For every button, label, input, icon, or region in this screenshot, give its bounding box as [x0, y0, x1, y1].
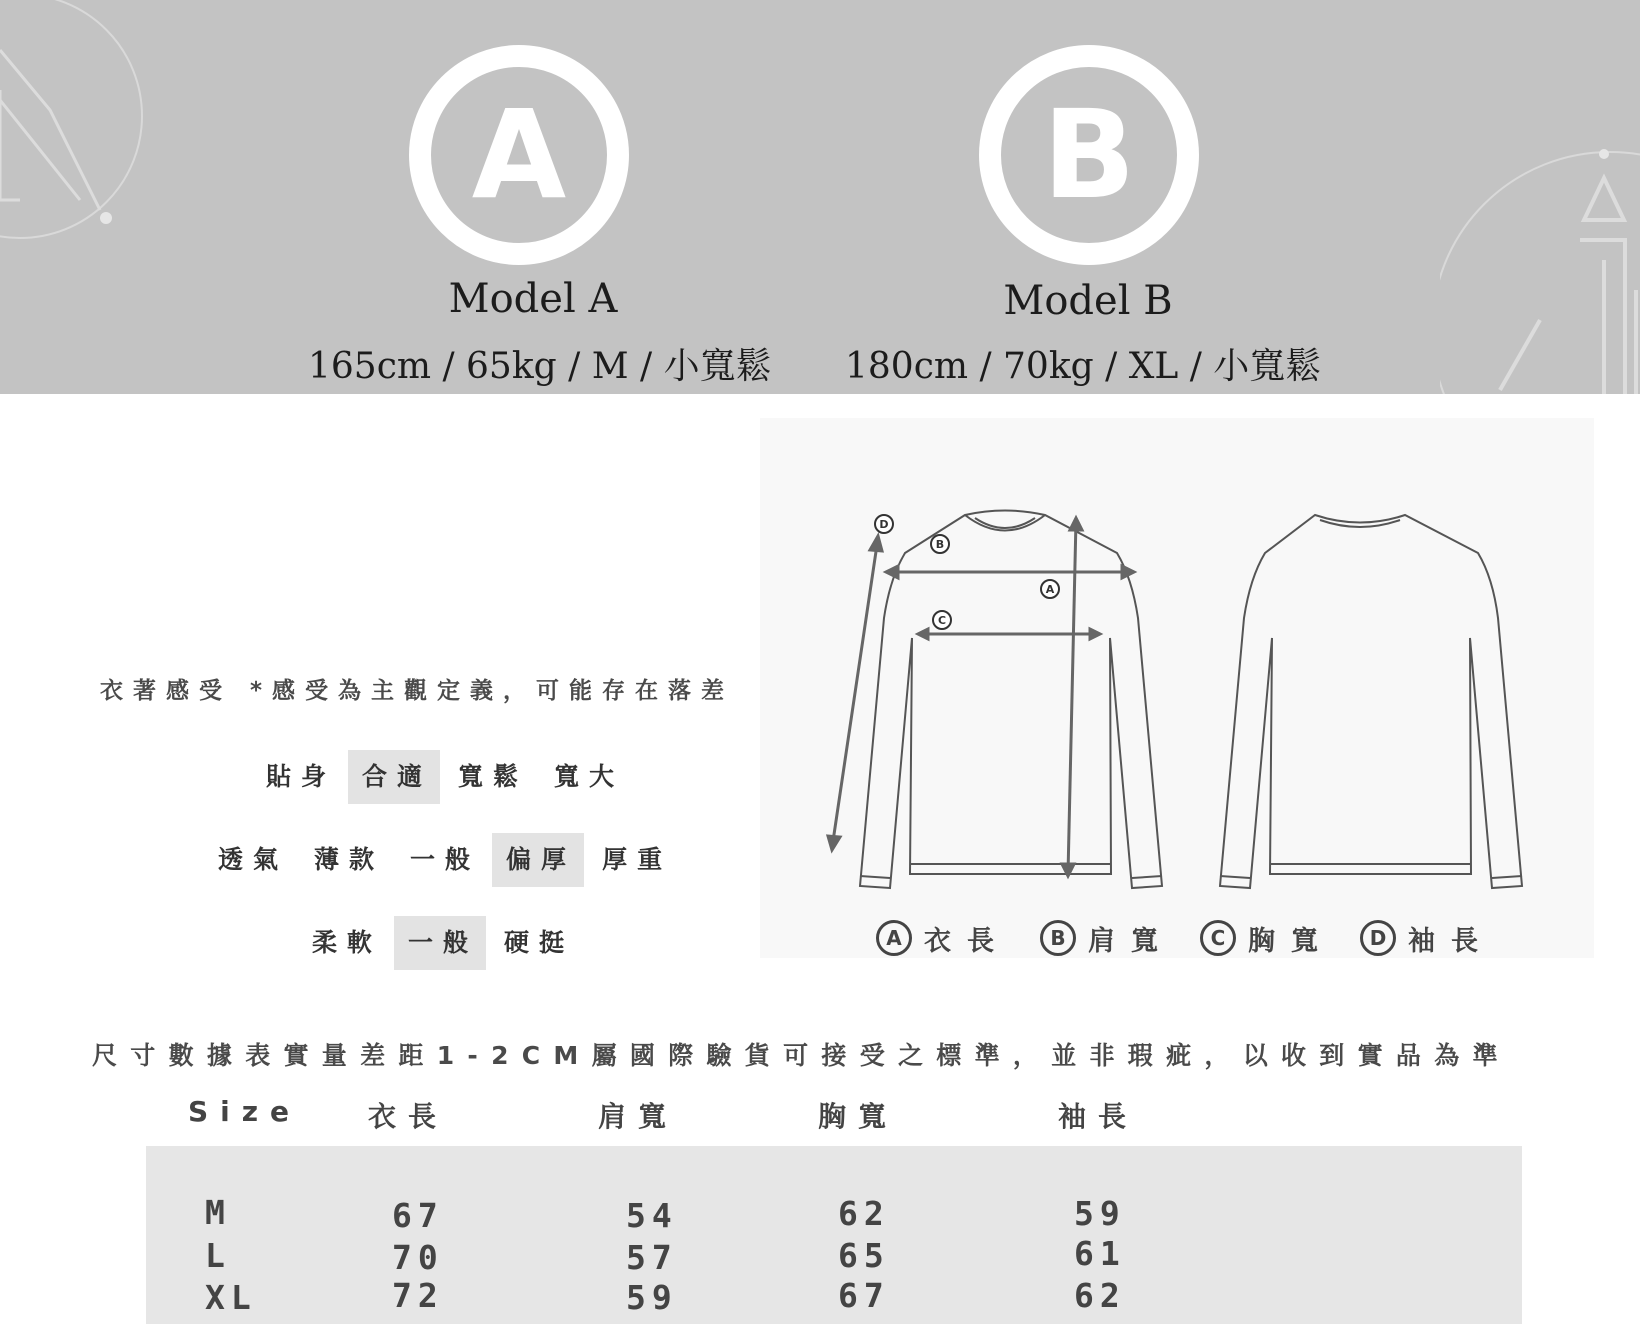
- feel-option: 寬大: [554, 762, 625, 791]
- table-cell: L: [205, 1236, 231, 1275]
- legend-badge-b: B: [1040, 920, 1076, 956]
- feel-option: 一般: [410, 845, 481, 874]
- legend-label-d: 袖長: [1408, 925, 1494, 957]
- table-cell: 70: [392, 1238, 444, 1277]
- size-table-body: [146, 1146, 1522, 1324]
- model-a-spec: 165cm / 65kg / M / 小寬鬆: [308, 346, 772, 387]
- table-cell: 62: [1074, 1276, 1126, 1315]
- feel-option: 透氣: [218, 845, 289, 874]
- table-cell: 72: [392, 1276, 444, 1315]
- table-header-length: 衣長: [368, 1100, 449, 1133]
- table-header-size: Size: [188, 1095, 302, 1128]
- feel-option: 薄款: [314, 845, 385, 874]
- model-b-title: Model B: [1003, 278, 1173, 324]
- feel-option: 貼身: [266, 762, 337, 791]
- table-cell: 65: [838, 1236, 890, 1275]
- model-b-badge: [979, 45, 1199, 265]
- marker-a: A: [1045, 583, 1055, 596]
- table-cell: M: [205, 1193, 231, 1232]
- garment-diagram: [760, 418, 1594, 958]
- feel-option: 厚重: [602, 845, 673, 874]
- feel-option-selected: 合適: [348, 750, 440, 804]
- garment-diagram-panel: [760, 418, 1594, 958]
- legend-item-c: [1200, 916, 1334, 960]
- decorative-logo-right-icon: [1440, 140, 1640, 394]
- legend-item-d: [1360, 916, 1494, 960]
- legend-label-b: 肩寬: [1088, 925, 1174, 957]
- feel-option: 寬鬆: [458, 762, 529, 791]
- front-shirt-outline: [860, 511, 1162, 889]
- table-header-chest: 胸寬: [818, 1100, 899, 1133]
- legend-label-c: 胸寬: [1248, 925, 1334, 957]
- legend-badge-c: C: [1200, 920, 1236, 956]
- legend-badge-d: D: [1360, 920, 1396, 956]
- feel-row-fit: [252, 750, 636, 804]
- feel-option-selected: 偏厚: [492, 833, 584, 887]
- marker-c: C: [937, 614, 947, 627]
- feel-option: 硬挺: [504, 928, 575, 957]
- feel-row-softness: [298, 916, 586, 970]
- feel-option: 柔軟: [312, 928, 383, 957]
- feel-row-thickness: [204, 833, 684, 887]
- table-header-sleeve: 袖長: [1058, 1100, 1139, 1133]
- table-cell: XL: [205, 1278, 257, 1317]
- table-cell: 61: [1074, 1234, 1126, 1273]
- table-cell: 62: [838, 1194, 890, 1233]
- model-b-badge-letter: B: [1042, 84, 1136, 226]
- feel-heading: 衣著感受 *感受為主觀定義，可能存在落差: [100, 678, 735, 704]
- decorative-logo-left-icon: [0, 0, 160, 290]
- size-note: 尺寸數據表實量差距1-2CM屬國際驗貨可接受之標準，並非瑕疵，以收到實品為準: [92, 1041, 1511, 1070]
- table-cell: 57: [626, 1238, 678, 1277]
- model-b-spec: 180cm / 70kg / XL / 小寬鬆: [845, 346, 1322, 387]
- legend-item-a: [876, 916, 1010, 960]
- table-cell: 59: [626, 1278, 678, 1317]
- legend-badge-a: A: [876, 920, 912, 956]
- model-a-badge-letter: A: [471, 84, 567, 226]
- back-shirt-outline: [1220, 515, 1522, 888]
- legend-item-b: [1040, 916, 1174, 960]
- model-banner: [0, 0, 1640, 394]
- marker-b: B: [935, 538, 945, 551]
- model-a-title: Model A: [448, 276, 618, 322]
- legend-label-a: 衣長: [924, 925, 1010, 957]
- table-cell: 59: [1074, 1194, 1126, 1233]
- model-a-badge: [409, 45, 629, 265]
- table-cell: 67: [838, 1276, 890, 1315]
- marker-d: D: [879, 518, 889, 531]
- table-cell: 54: [626, 1196, 678, 1235]
- table-header-shoulder: 肩寬: [598, 1100, 679, 1133]
- feel-option-selected: 一般: [394, 916, 486, 970]
- table-cell: 67: [392, 1196, 444, 1235]
